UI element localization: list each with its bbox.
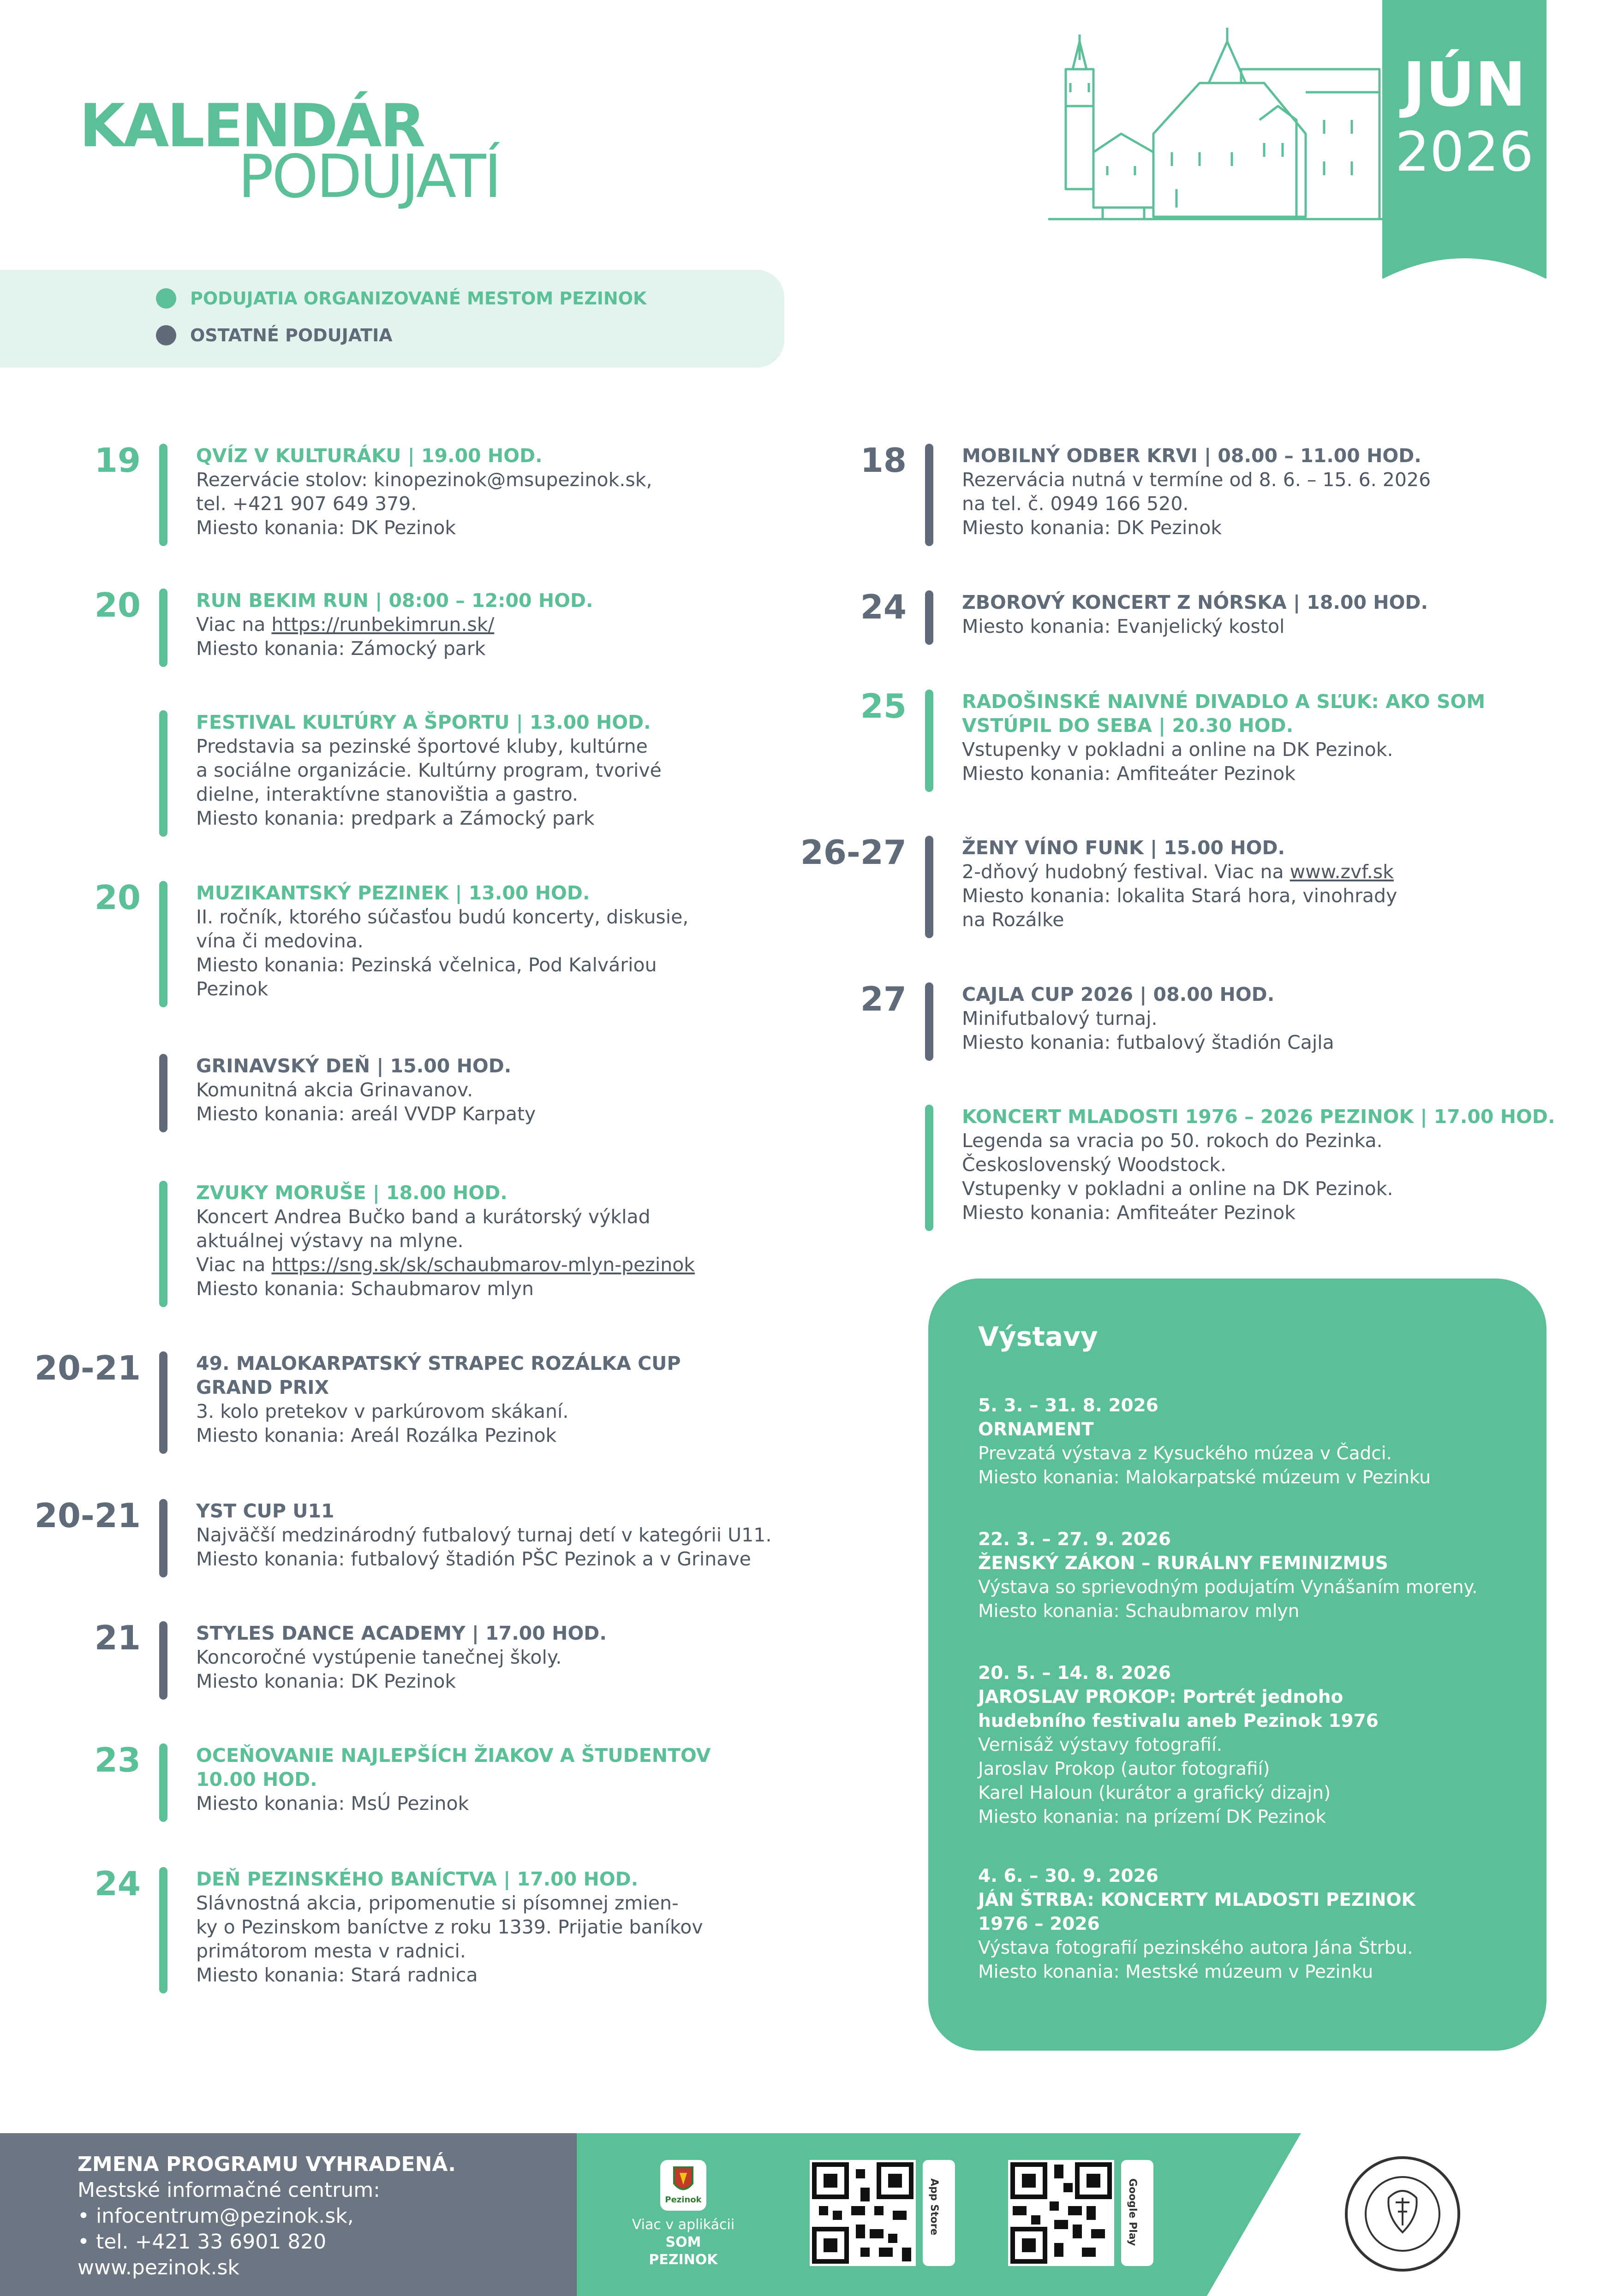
- event-detail-line: Miesto konania: Areál Rozálka Pezinok: [196, 1424, 557, 1446]
- event-detail-line: aktuálnej výstavy na mlyne.: [196, 1230, 464, 1252]
- event-detail-line: Koncoročné vystúpenie tanečnej školy.: [196, 1646, 562, 1668]
- event-details: [962, 1129, 1555, 1225]
- exhibition-name: 1976 – 2026: [978, 1914, 1100, 1934]
- event-detail-line: Miesto konania: Amfiteáter Pezinok: [962, 1202, 1296, 1224]
- event-title: 49. MALOKARPATSKÝ STRAPEC ROZÁLKA CUP GRAND PRIX: [196, 1352, 681, 1398]
- event-detail-line: Pezinok: [196, 978, 269, 1000]
- exhibition-name: JÁN ŠTRBA: KONCERTY MLADOSTI PEZINOK: [978, 1890, 1415, 1910]
- event-detail-line: Miesto konania: DK Pezinok: [196, 1670, 456, 1692]
- event-details: [196, 1891, 703, 1987]
- event-detail-line: Miesto konania: DK Pezinok: [196, 517, 456, 539]
- event-marker-bar: [925, 1105, 933, 1231]
- event-detail-line: na Rozálke: [962, 909, 1064, 931]
- event-item: [34, 1349, 681, 1447]
- event-title: KONCERT MLADOSTI 1976 – 2026 PEZINOK | 17.00 HOD.: [962, 1106, 1555, 1128]
- event-item: [860, 980, 1334, 1054]
- exhibition-item: [978, 1864, 1415, 1984]
- event-detail-line: primátorom mesta v radnici.: [196, 1940, 466, 1962]
- app-line2: SOM PEZINOK: [649, 2234, 718, 2268]
- title-line2: PODUJATÍ: [238, 143, 500, 211]
- legend: [0, 270, 784, 368]
- event-date: 24: [860, 588, 907, 626]
- app-name: Pezinok: [665, 2195, 702, 2205]
- event-detail-line: Rezervácia nutná v termíne od 8. 6. – 15. 6. 2026: [962, 469, 1431, 491]
- event-title: RADOŠINSKÉ NAIVNÉ DIVADLO A SĽUK: AKO SOM VSTÚPIL DO SEBA | 20.30 HOD.: [962, 690, 1486, 737]
- event-title: ZBOROVÝ KONCERT Z NÓRSKA | 18.00 HOD.: [962, 591, 1428, 613]
- event-detail-line: Miesto konania: futbalový štadión PŠC Pezinok a v Grinave: [196, 1548, 751, 1570]
- exhibition-dates: 22. 3. – 27. 9. 2026: [978, 1529, 1171, 1550]
- event-detail-line: Vstupenky v pokladni a online na DK Pezinok.: [962, 1178, 1393, 1200]
- event-details: [196, 1205, 695, 1301]
- exhibition-name: JAROSLAV PROKOP: Portrét jednoho: [978, 1687, 1343, 1707]
- exhibition-item: [978, 1394, 1431, 1490]
- event-detail-line: Najväčší medzinárodný futbalový turnaj detí v kategórii U11.: [196, 1524, 772, 1546]
- event-date: 20: [94, 878, 141, 917]
- event-title: FESTIVAL KULTÚRY A ŠPORTU | 13.00 HOD.: [196, 711, 651, 733]
- event-detail-line: Rezervácie stolov: kinopezinok@msupezinok.sk,: [196, 469, 652, 491]
- event-title: RUN BEKIM RUN | 08:00 – 12:00 HOD.: [196, 589, 593, 612]
- event-date: 18: [860, 441, 907, 480]
- qr-code-app-store[interactable]: [810, 2160, 916, 2266]
- event-marker-bar: [925, 444, 933, 546]
- event-details: [196, 613, 593, 660]
- exhibitions-box: [928, 1279, 1546, 2051]
- event-details: [196, 468, 652, 540]
- event-detail-line: Miesto konania: Amfiteáter Pezinok: [962, 762, 1296, 785]
- legend-organized-label: PODUJATIA ORGANIZOVANÉ MESTOM PEZINOK: [190, 288, 647, 309]
- month-ribbon: [1382, 0, 1546, 279]
- event-marker-bar: [159, 1054, 167, 1132]
- event-title: YST CUP U11: [196, 1500, 334, 1522]
- website-link[interactable]: www.pezinok.sk: [78, 2256, 239, 2279]
- event-details: [196, 1078, 536, 1126]
- exhibition-detail: Výstava so sprievodným podujatím Vynášaním moreny.: [978, 1577, 1478, 1598]
- program-notice: ZMENA PROGRAMU VYHRADENÁ.: [78, 2153, 456, 2176]
- event-date: 26-27: [800, 833, 907, 872]
- event-item: [94, 1741, 711, 1815]
- event-detail-line: 3. kolo pretekov v parkúrovom skákaní.: [196, 1400, 569, 1422]
- event-details: [196, 1791, 711, 1815]
- exhibition-detail: Jaroslav Prokop (autor fotografií): [978, 1759, 1270, 1779]
- event-marker-bar: [159, 444, 167, 546]
- event-title: OCEŇOVANIE NAJLEPŠÍCH ŽIAKOV A ŠTUDENTOV 10.00 HOD.: [196, 1744, 711, 1790]
- event-detail-line: tel. +421 907 649 379.: [196, 493, 417, 515]
- legend-organized: [156, 288, 646, 309]
- event-detail-line: Miesto konania: Schaubmarov mlyn: [196, 1278, 534, 1300]
- event-title: GRINAVSKÝ DEŇ | 15.00 HOD.: [196, 1055, 512, 1077]
- event-detail-line: a sociálne organizácie. Kultúrny program, tvorivé: [196, 759, 662, 781]
- city-seal: [1340, 2152, 1465, 2276]
- event-item: [800, 833, 1397, 932]
- event-date: 21: [94, 1618, 141, 1657]
- event-link[interactable]: https://runbekimrun.sk/: [271, 613, 495, 636]
- event-detail-line: Slávnostná akcia, pripomenutie si písomnej zmien-: [196, 1892, 679, 1914]
- event-marker-bar: [159, 881, 167, 1007]
- exhibition-name: ORNAMENT: [978, 1419, 1094, 1440]
- event-detail-line: Komunitná akcia Grinavanov.: [196, 1079, 473, 1101]
- event-marker-bar: [159, 1867, 167, 1993]
- exhibition-detail: Karel Haloun (kurátor a grafický dizajn): [978, 1783, 1331, 1803]
- green-dot-icon: [156, 288, 176, 309]
- event-detail-line: vína či medovina.: [196, 930, 364, 952]
- event-date: 24: [94, 1864, 141, 1903]
- event-details: [962, 614, 1428, 638]
- month-label: JÚN: [1403, 49, 1526, 120]
- exhibition-detail: Prevzatá výstava z Kysuckého múzea v Čadci.: [978, 1443, 1392, 1464]
- exhibition-dates: 20. 5. – 14. 8. 2026: [978, 1663, 1171, 1683]
- event-detail-line: Miesto konania: Pezinská včelnica, Pod Kalváriou: [196, 954, 657, 976]
- event-detail-line: Československý Woodstock.: [962, 1154, 1226, 1176]
- castle-illustration: [1047, 14, 1393, 231]
- event-marker-bar: [159, 1351, 167, 1454]
- event-details: [962, 468, 1431, 540]
- event-item: [962, 1105, 1555, 1225]
- event-detail-line: ky o Pezinskom baníctve z roku 1339. Prijatie baníkov: [196, 1916, 703, 1938]
- phone-number: • tel. +421 33 6901 820: [78, 2230, 327, 2254]
- event-link[interactable]: https://sng.sk/sk/schaubmarov-mlyn-pezinok: [271, 1254, 695, 1276]
- event-detail-line: Miesto konania: lokalita Stará hora, vinohrady: [962, 885, 1397, 907]
- event-item: [196, 1054, 536, 1126]
- exhibition-name: ŽENSKÝ ZÁKON – RURÁLNY FEMINIZMUS: [978, 1553, 1388, 1574]
- event-marker-bar: [925, 982, 933, 1061]
- app-store-label: App Store: [928, 2178, 940, 2236]
- event-detail-line[interactable]: Viac na https://runbekimrun.sk/: [196, 613, 495, 636]
- event-details: [196, 1523, 771, 1571]
- event-item: [860, 687, 1486, 785]
- email-link[interactable]: • infocentrum@pezinok.sk,: [78, 2204, 354, 2228]
- event-detail-line: Vstupenky v pokladni a online na DK Pezinok.: [962, 738, 1393, 761]
- exhibition-dates: 5. 3. – 31. 8. 2026: [978, 1395, 1158, 1416]
- exhibition-detail: Vernisáž výstavy fotografií.: [978, 1735, 1223, 1755]
- exhibition-detail: Miesto konania: na prízemí DK Pezinok: [978, 1807, 1326, 1827]
- exhibition-detail: Miesto konania: Malokarpatské múzeum v Pezinku: [978, 1467, 1431, 1488]
- event-item: [94, 878, 689, 1001]
- title-line1: KALENDÁR: [79, 92, 424, 161]
- event-date: 20-21: [34, 1349, 141, 1387]
- gray-dot-icon: [156, 325, 176, 345]
- event-item: [94, 441, 652, 540]
- event-title: DEŇ PEZINSKÉHO BANÍCTVA | 17.00 HOD.: [196, 1868, 639, 1890]
- event-detail-line[interactable]: 2-dňový hudobný festival. Viac na www.zvf.sk: [962, 861, 1394, 883]
- event-detail-line: Predstavia sa pezinské športové kluby, kultúrne: [196, 735, 648, 757]
- event-marker-bar: [159, 589, 167, 667]
- event-details: [196, 905, 688, 1001]
- legend-other: [156, 325, 393, 345]
- event-item: [34, 1496, 772, 1571]
- event-date: 19: [94, 441, 141, 480]
- event-marker-bar: [159, 1499, 167, 1577]
- app-icon: [660, 2160, 706, 2211]
- event-detail-line: Koncert Andrea Bučko band a kurátorský výklad: [196, 1206, 651, 1228]
- ribbon-notch: [1382, 247, 1546, 279]
- event-marker-bar: [925, 690, 933, 792]
- event-marker-bar: [925, 590, 933, 645]
- event-item: [860, 588, 1428, 638]
- event-title: MUZIKANTSKÝ PEZINEK | 13.00 HOD.: [196, 882, 590, 904]
- google-play-label: Google Play: [1127, 2178, 1138, 2246]
- event-marker-bar: [925, 836, 933, 938]
- app-store-badge[interactable]: [923, 2160, 955, 2266]
- event-title: ŽENY VÍNO FUNK | 15.00 HOD.: [962, 837, 1285, 859]
- event-date: 23: [94, 1741, 141, 1779]
- event-detail-line: Miesto konania: Stará radnica: [196, 1964, 478, 1986]
- event-marker-bar: [159, 1621, 167, 1700]
- exhibition-item: [978, 1661, 1379, 1829]
- footer-contact: [78, 2152, 456, 2281]
- event-detail-line: Legenda sa vracia po 50. rokoch do Pezinka.: [962, 1130, 1383, 1152]
- exhibition-detail: Miesto konania: Schaubmarov mlyn: [978, 1601, 1300, 1622]
- event-date: 20: [94, 586, 141, 625]
- event-item: [196, 710, 662, 830]
- event-title: QVÍZ V KULTURÁKU | 19.00 HOD.: [196, 445, 543, 467]
- event-item: [94, 1864, 703, 1987]
- event-title: STYLES DANCE ACADEMY | 17.00 HOD.: [196, 1622, 607, 1644]
- event-details: [196, 1645, 607, 1693]
- event-marker-bar: [159, 1181, 167, 1307]
- event-detail-line: Miesto konania: predpark a Zámocký park: [196, 807, 595, 829]
- event-title: MOBILNÝ ODBER KRVI | 08.00 – 11.00 HOD.: [962, 445, 1421, 467]
- app-promo[interactable]: [631, 2160, 735, 2269]
- event-marker-bar: [159, 710, 167, 837]
- exhibition-dates: 4. 6. – 30. 9. 2026: [978, 1866, 1158, 1886]
- event-details: [962, 738, 1485, 785]
- event-item: [94, 586, 593, 660]
- event-detail-line: Minifutbalový turnaj.: [962, 1007, 1158, 1029]
- event-details: [196, 1399, 681, 1447]
- event-detail-line: dielne, interaktívne stanovištia a gastro.: [196, 783, 579, 805]
- event-detail-line: Miesto konania: Zámocký park: [196, 637, 486, 660]
- footer: [0, 2133, 1624, 2296]
- year-label: 2026: [1395, 120, 1534, 184]
- legend-other-label: OSTATNÉ PODUJATIA: [190, 325, 393, 345]
- event-detail-line: Miesto konania: DK Pezinok: [962, 517, 1222, 539]
- event-item: [196, 1181, 695, 1301]
- event-detail-line: II. ročník, ktorého súčasťou budú koncerty, diskusie,: [196, 906, 689, 928]
- event-link[interactable]: www.zvf.sk: [1290, 861, 1394, 883]
- exhibition-name: hudebního festivalu aneb Pezinok 1976: [978, 1711, 1379, 1731]
- event-details: [962, 860, 1397, 932]
- event-detail-line[interactable]: Viac na https://sng.sk/sk/schaubmarov-mlyn-pezinok: [196, 1254, 695, 1276]
- app-line1: Viac v aplikácii: [632, 2217, 735, 2233]
- event-details: [196, 734, 662, 830]
- google-play-badge[interactable]: [1121, 2160, 1153, 2266]
- event-detail-line: Miesto konania: Evanjelický kostol: [962, 615, 1285, 637]
- qr-code-google-play[interactable]: [1008, 2160, 1114, 2266]
- event-detail-line: na tel. č. 0949 166 520.: [962, 493, 1189, 515]
- event-detail-line: Miesto konania: areál VVDP Karpaty: [196, 1103, 536, 1125]
- event-detail-line: Miesto konania: MsÚ Pezinok: [196, 1792, 469, 1814]
- exhibition-detail: Výstava fotografií pezinského autora Jána Štrbu.: [978, 1938, 1413, 1958]
- event-date: 27: [860, 980, 907, 1018]
- exhibition-detail: Miesto konania: Mestské múzeum v Pezinku: [978, 1962, 1373, 1982]
- exhibitions-title: Výstavy: [978, 1321, 1098, 1352]
- event-title: CAJLA CUP 2026 | 08.00 HOD.: [962, 983, 1275, 1005]
- event-detail-line: Miesto konania: futbalový štadión Cajla: [962, 1031, 1334, 1053]
- event-title: ZVUKY MORUŠE | 18.00 HOD.: [196, 1182, 508, 1204]
- event-item: [94, 1618, 607, 1693]
- event-details: [962, 1006, 1334, 1054]
- event-date: 25: [860, 687, 907, 726]
- event-item: [860, 441, 1431, 540]
- exhibition-item: [978, 1528, 1477, 1624]
- info-center-label: Mestské informačné centrum:: [78, 2178, 380, 2202]
- event-date: 20-21: [34, 1496, 141, 1535]
- event-marker-bar: [159, 1743, 167, 1822]
